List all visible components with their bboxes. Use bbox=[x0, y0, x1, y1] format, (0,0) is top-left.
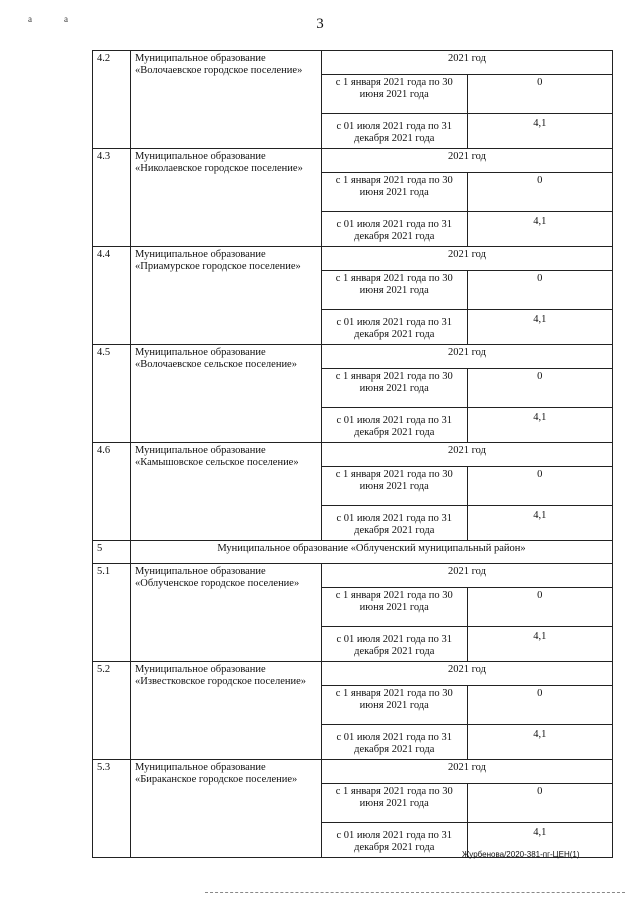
period-first-half: с 1 января 2021 года по 30 июня 2021 года bbox=[322, 75, 468, 114]
scan-mark: a bbox=[28, 14, 32, 24]
rate-value: 0 bbox=[467, 784, 613, 823]
municipality-type: Муниципальное образование bbox=[135, 445, 266, 456]
municipality-name bbox=[131, 662, 322, 760]
municipality-title: «Облученское городское поселение» bbox=[135, 578, 300, 589]
rate-value: 0 bbox=[467, 686, 613, 725]
municipality-type: Муниципальное образование bbox=[135, 151, 266, 162]
year-header: 2021 год bbox=[322, 247, 613, 271]
municipality-name bbox=[131, 345, 322, 443]
rate-value: 0 bbox=[467, 271, 613, 310]
table-row bbox=[93, 345, 613, 369]
rate-value: 4,1 bbox=[467, 627, 613, 662]
row-number: 5 bbox=[93, 541, 131, 564]
table-row bbox=[93, 564, 613, 588]
period-second-half: с 01 июля 2021 года по 31 декабря 2021 года bbox=[322, 408, 468, 443]
municipality-title: «Волочаевское сельское поселение» bbox=[135, 359, 297, 370]
period-second-half: с 01 июля 2021 года по 31 декабря 2021 года bbox=[322, 823, 468, 858]
period-second-half: с 01 июля 2021 года по 31 декабря 2021 года bbox=[322, 627, 468, 662]
period-first-half: с 1 января 2021 года по 30 июня 2021 года bbox=[322, 784, 468, 823]
rate-value: 4,1 bbox=[467, 310, 613, 345]
municipality-type: Муниципальное образование bbox=[135, 53, 266, 64]
row-number: 4.2 bbox=[93, 51, 131, 149]
row-number: 5.2 bbox=[93, 662, 131, 760]
period-second-half: с 01 июля 2021 года по 31 декабря 2021 года bbox=[322, 506, 468, 541]
scan-mark: a bbox=[64, 14, 68, 24]
municipality-title: «Камышовское сельское поселение» bbox=[135, 457, 299, 468]
district-title: Муниципальное образование «Облученский муниципальный район» bbox=[131, 541, 613, 564]
municipality-type: Муниципальное образование bbox=[135, 249, 266, 260]
period-first-half: с 1 января 2021 года по 30 июня 2021 года bbox=[322, 173, 468, 212]
municipality-title: «Николаевское городское поселение» bbox=[135, 163, 303, 174]
rate-value: 4,1 bbox=[467, 408, 613, 443]
period-second-half: с 01 июля 2021 года по 31 декабря 2021 года bbox=[322, 212, 468, 247]
rate-value: 0 bbox=[467, 75, 613, 114]
year-header: 2021 год bbox=[322, 149, 613, 173]
year-header: 2021 год bbox=[322, 564, 613, 588]
rate-value: 4,1 bbox=[467, 114, 613, 149]
year-header: 2021 год bbox=[322, 662, 613, 686]
year-header: 2021 год bbox=[322, 51, 613, 75]
period-first-half: с 1 января 2021 года по 30 июня 2021 года bbox=[322, 686, 468, 725]
year-header: 2021 год bbox=[322, 760, 613, 784]
municipality-name bbox=[131, 564, 322, 662]
municipality-type: Муниципальное образование bbox=[135, 762, 266, 773]
row-number: 4.5 bbox=[93, 345, 131, 443]
year-header: 2021 год bbox=[322, 345, 613, 369]
period-first-half: с 1 января 2021 года по 30 июня 2021 года bbox=[322, 467, 468, 506]
rate-value: 0 bbox=[467, 369, 613, 408]
rates-table bbox=[92, 50, 613, 858]
rate-value: 4,1 bbox=[467, 725, 613, 760]
municipality-name bbox=[131, 760, 322, 858]
table-row bbox=[93, 149, 613, 173]
municipality-title: «Бираканское городское поселение» bbox=[135, 774, 298, 785]
row-number: 4.4 bbox=[93, 247, 131, 345]
bottom-rule bbox=[205, 892, 625, 893]
period-second-half: с 01 июля 2021 года по 31 декабря 2021 года bbox=[322, 114, 468, 149]
municipality-type: Муниципальное образование bbox=[135, 347, 266, 358]
page-number: 3 bbox=[316, 16, 324, 32]
municipality-title: «Известковское городское поселение» bbox=[135, 676, 307, 687]
municipality-name bbox=[131, 443, 322, 541]
municipality-name bbox=[131, 51, 322, 149]
rate-value: 0 bbox=[467, 467, 613, 506]
rate-value: 0 bbox=[467, 588, 613, 627]
row-number: 5.1 bbox=[93, 564, 131, 662]
municipality-title: «Волочаевское городское поселение» bbox=[135, 65, 303, 76]
rates-table-body bbox=[93, 51, 613, 858]
district-row bbox=[93, 541, 613, 564]
table-row bbox=[93, 247, 613, 271]
municipality-name bbox=[131, 247, 322, 345]
municipality-name bbox=[131, 149, 322, 247]
period-second-half: с 01 июля 2021 года по 31 декабря 2021 года bbox=[322, 310, 468, 345]
rate-value: 4,1 bbox=[467, 823, 613, 858]
municipality-type: Муниципальное образование bbox=[135, 664, 266, 675]
table-row bbox=[93, 662, 613, 686]
document-code: Журбенова/2020-381-пг-ЦЕН(1) bbox=[462, 850, 580, 859]
rate-value: 0 bbox=[467, 173, 613, 212]
municipality-type: Муниципальное образование bbox=[135, 566, 266, 577]
period-first-half: с 1 января 2021 года по 30 июня 2021 года bbox=[322, 369, 468, 408]
year-header: 2021 год bbox=[322, 443, 613, 467]
table-row bbox=[93, 760, 613, 784]
row-number: 5.3 bbox=[93, 760, 131, 858]
rate-value: 4,1 bbox=[467, 506, 613, 541]
municipality-title: «Приамурское городское поселение» bbox=[135, 261, 301, 272]
period-first-half: с 1 января 2021 года по 30 июня 2021 года bbox=[322, 271, 468, 310]
table-row bbox=[93, 443, 613, 467]
rate-value: 4,1 bbox=[467, 212, 613, 247]
row-number: 4.6 bbox=[93, 443, 131, 541]
period-second-half: с 01 июля 2021 года по 31 декабря 2021 года bbox=[322, 725, 468, 760]
table-row bbox=[93, 51, 613, 75]
period-first-half: с 1 января 2021 года по 30 июня 2021 года bbox=[322, 588, 468, 627]
row-number: 4.3 bbox=[93, 149, 131, 247]
